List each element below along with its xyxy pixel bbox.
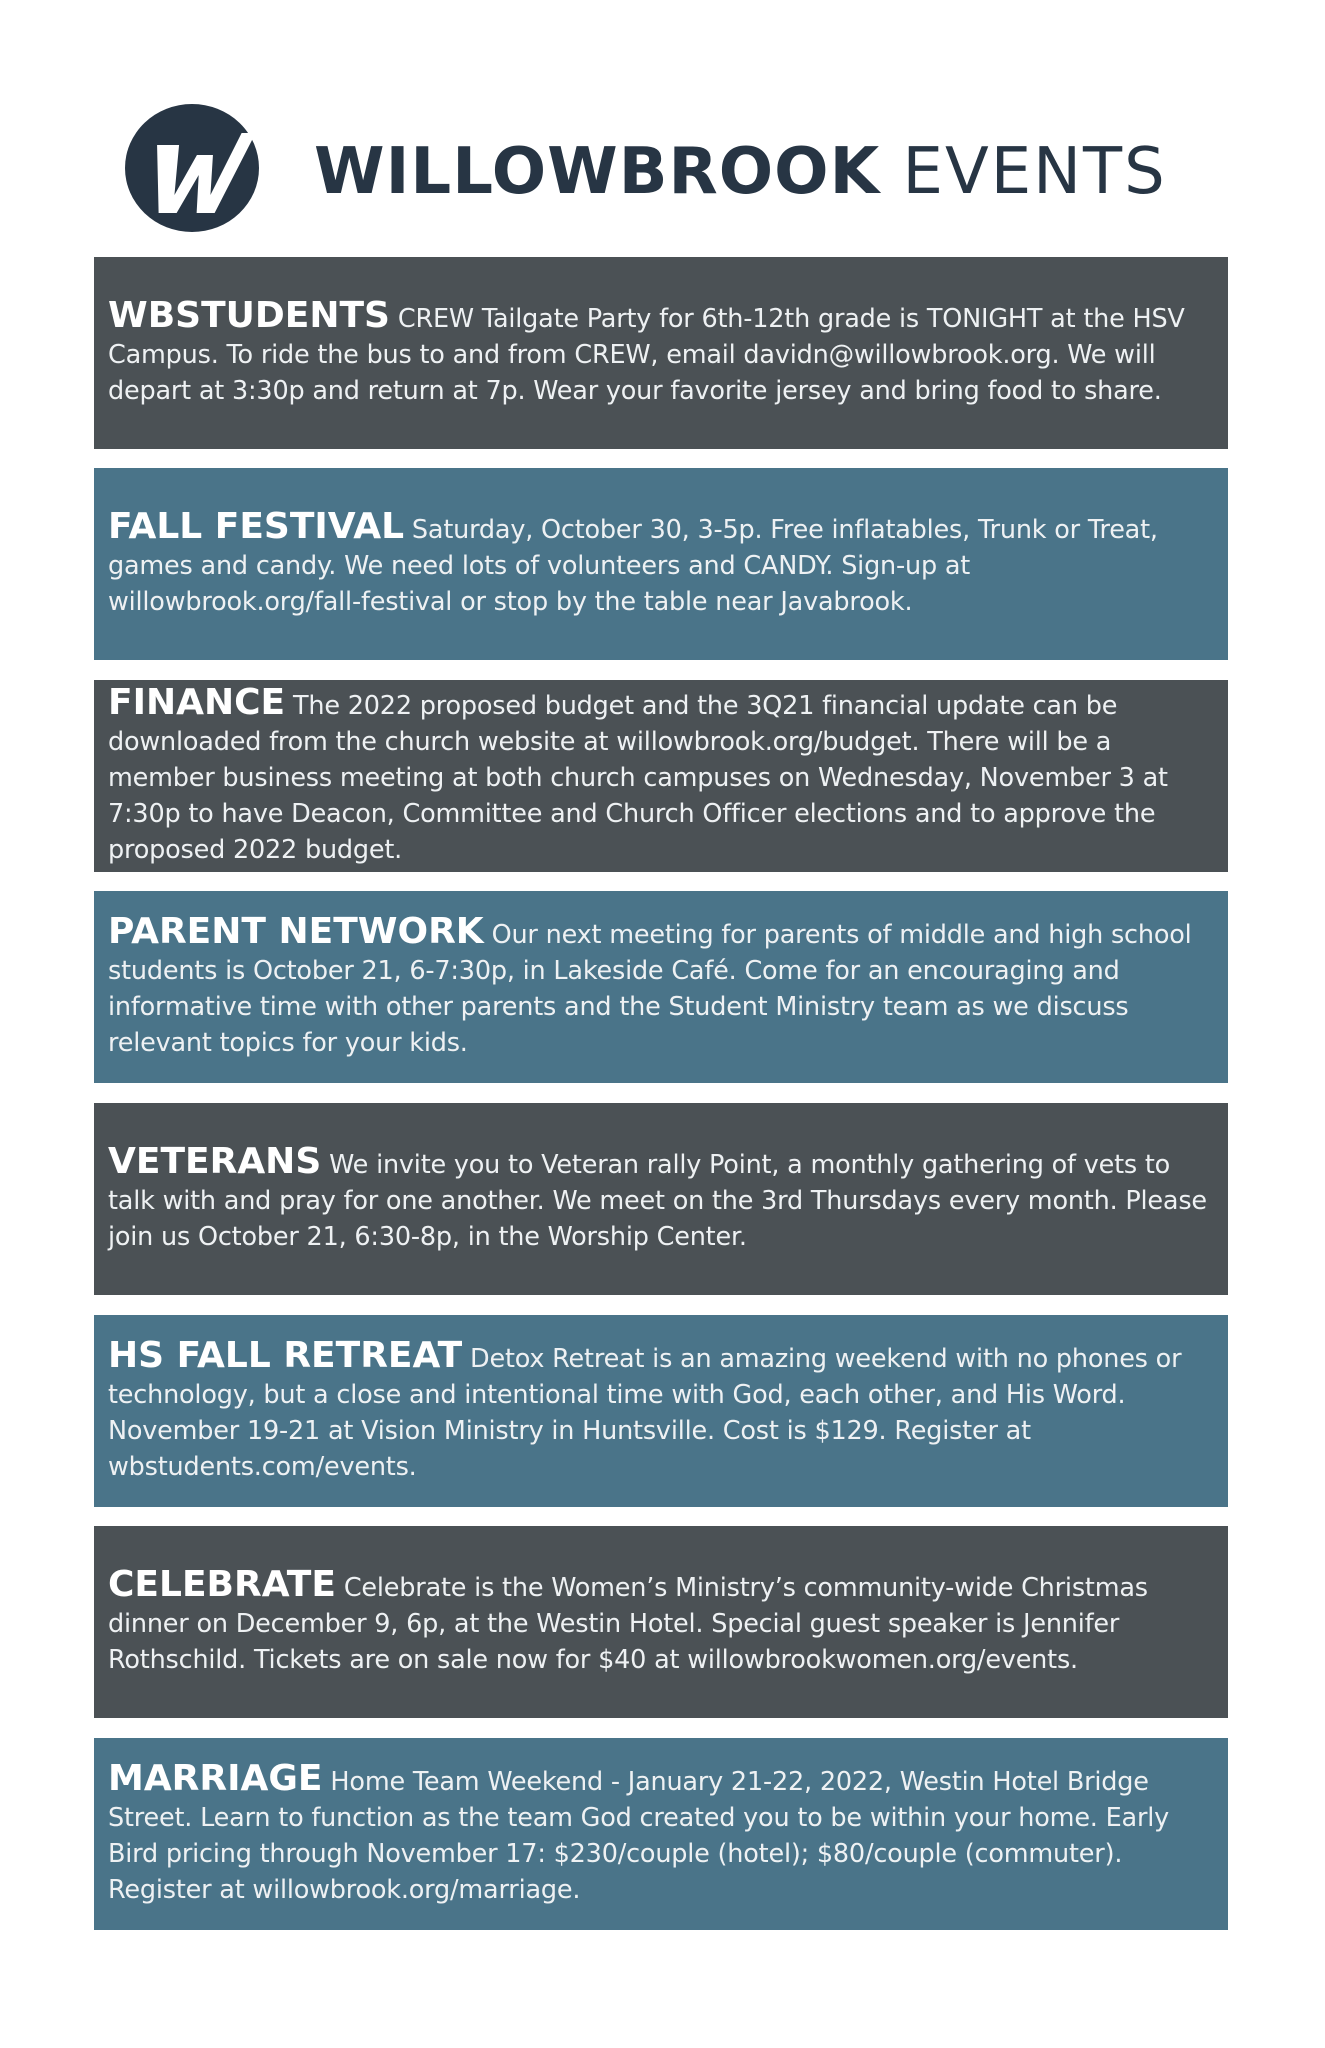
event-text [108,910,1214,1061]
event-heading: WBSTUDENTS [108,294,390,336]
event-body: Home Team Weekend - January 21-22, 2022, Westin Hotel Bridge Street. Learn to function as the team God created you to be within your home. Early Bird pricing through November 17: $230/couple (hotel); $80/couple (commuter). Register at willowbrook.org/marriage. [108,1766,1170,1905]
title-bold: WILLOWBROOK [314,135,881,209]
event-heading: PARENT NETWORK [108,910,484,952]
event-body: We invite you to Veteran rally Point, a monthly gathering of vets to talk with and pray for one another. We meet on the 3rd Thursdays every month. Please join us October 21, 6:30-8p, in the Worship Center. [108,1149,1207,1252]
event-panel-marriage [94,1738,1228,1930]
event-heading: CELEBRATE [108,1563,336,1605]
event-panel-parent-network [94,891,1228,1083]
event-body: Detox Retreat is an amazing weekend with no phones or technology, but a close and intentional time with God, each other, and His Word. November 19-21 at Vision Ministry in Huntsville. Cost is $129. Register at wbstudents.com/events. [108,1343,1182,1482]
event-body: The 2022 proposed budget and the 3Q21 financial update can be downloaded from the church website at willowbrook.org/budget. There will be a member business meeting at both church campuses on Wednesday, November 3 at 7:30p to have Deacon, Committee and Church Officer elections and to approve the proposed 2022 budget. [108,690,1168,865]
event-heading: FALL FESTIVAL [108,505,405,547]
event-text [108,1334,1214,1485]
event-heading: HS FALL RETREAT [108,1334,463,1376]
event-body: Our next meeting for parents of middle and high school students is October 21, 6-7:30p, in Lakeside Café. Come for an encouraging and informative time with other parents and the Student Ministry team as we discuss relevant topics for your kids. [108,919,1192,1058]
event-heading: FINANCE [108,681,286,723]
event-body: Celebrate is the Women’s Ministry’s community-wide Christmas dinner on December 9, 6p, at the Westin Hotel. Special guest speaker is Jennifer Rothschild. Tickets are on sale now for $40 at willowbrookwomen.org/events. [108,1572,1148,1675]
event-panel-fall-festival [94,468,1228,660]
event-heading: MARRIAGE [108,1757,323,1799]
event-heading: VETERANS [108,1140,322,1182]
event-panel-veterans [94,1103,1228,1295]
willowbrook-logo-icon [124,103,260,233]
event-text [108,1140,1214,1255]
event-panel-hs-fall-retreat [94,1315,1228,1507]
event-text [108,1563,1214,1678]
event-text [108,505,1214,620]
event-text [108,681,1214,868]
event-text [108,1757,1214,1908]
event-panel-wbstudents [94,257,1228,449]
event-body: Saturday, October 30, 3-5p. Free inflatables, Trunk or Treat, games and candy. We need lots of volunteers and CANDY. Sign-up at willowbrook.org/fall-festival or stop by the table near Javabrook. [108,514,1158,617]
page-title [314,107,1167,237]
event-panel-finance [94,680,1228,872]
title-light: EVENTS [880,135,1167,209]
event-panel-celebrate [94,1526,1228,1718]
event-body: CREW Tailgate Party for 6th-12th grade is TONIGHT at the HSV Campus. To ride the bus to and from CREW, email davidn@willowbrook.org. We will depart at 3:30p and return at 7p. Wear your favorite jersey and bring food to share. [108,303,1185,406]
event-text [108,294,1214,409]
page-header [124,103,1224,233]
